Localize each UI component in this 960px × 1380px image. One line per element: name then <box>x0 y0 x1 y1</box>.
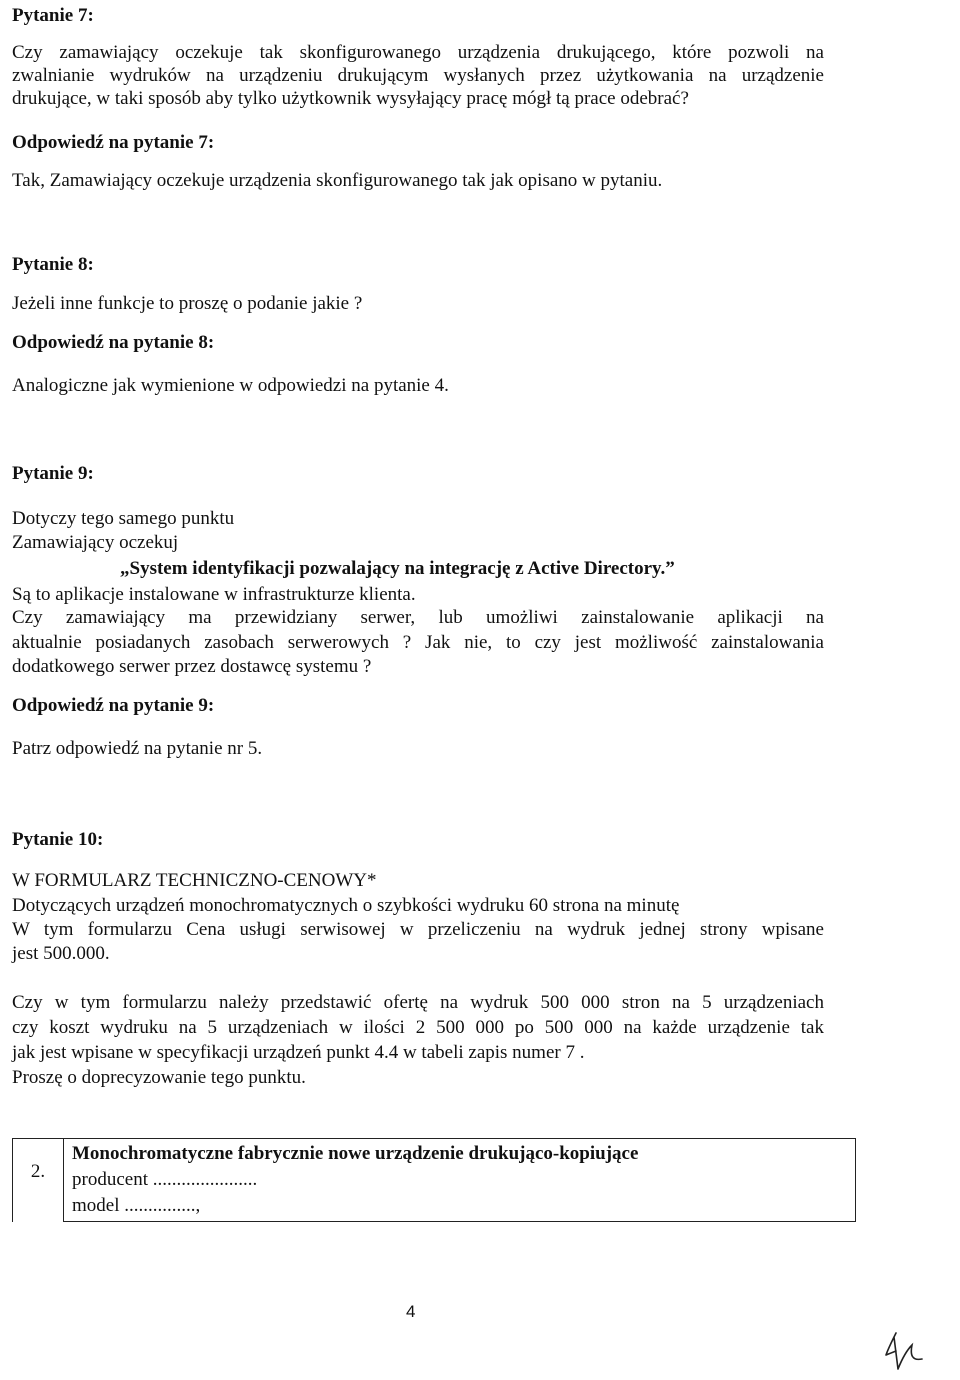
producent-field: producent ...................... <box>72 1169 258 1190</box>
page-number: 4 <box>406 1302 416 1321</box>
q10-form-title: W FORMULARZ TECHNICZNO-CENOWY* <box>12 870 377 891</box>
table-row <box>13 1139 856 1222</box>
row-description <box>64 1139 856 1222</box>
q9-line: Dotyczy tego samego punktu <box>12 508 235 529</box>
signature-icon <box>882 1325 928 1377</box>
model-field: model ..............., <box>72 1195 201 1216</box>
q10-p1-line: Dotyczących urządzeń monochromatycznych o szybkości wydruku 60 strona na minutę <box>12 895 680 916</box>
q7-answer: Tak, Zamawiający oczekuje urządzenia skonfigurowanego tak jak opisano w pytaniu. <box>12 170 663 191</box>
q9-para-line: aktualnie posiadanych zasobach serwerowych ? Jak nie, to czy jest możliwość zainstalowania <box>12 632 824 653</box>
q9-para-line: dodatkowego serwer przez dostawcę systemu ? <box>12 656 372 677</box>
q7-text-line: Czy zamawiający oczekuje tak skonfigurowanego urządzenia drukującego, które pozwoli na <box>12 42 824 63</box>
q8-answer: Analogiczne jak wymienione w odpowiedzi na pytanie 4. <box>12 375 449 396</box>
equipment-table <box>12 1138 856 1222</box>
q8-answer-heading: Odpowiedź na pytanie 8: <box>12 332 215 353</box>
q9-para-line: Czy zamawiający ma przewidziany serwer, lub umożliwi zainstalowanie aplikacji na <box>12 607 824 628</box>
q9-line: Są to aplikacje instalowane w infrastrukturze klienta. <box>12 584 416 605</box>
q10-p2-line: Proszę o doprecyzowanie tego punktu. <box>12 1067 306 1088</box>
equipment-title: Monochromatyczne fabrycznie nowe urządzenie drukująco-kopiujące <box>72 1143 639 1164</box>
q10-p1-line: jest 500.000. <box>12 943 110 964</box>
q10-p2-line: Czy w tym formularzu należy przedstawić ofertę na wydruk 500 000 stron na 5 urządzeniach <box>12 992 824 1013</box>
q10-p2-line: jak jest wpisane w specyfikacji urządzeń punkt 4.4 w tabeli zapis numer 7 . <box>12 1042 585 1063</box>
q10-heading: Pytanie 10: <box>12 829 104 850</box>
q8-heading: Pytanie 8: <box>12 254 94 275</box>
q7-heading: Pytanie 7: <box>12 5 94 26</box>
q7-text-line: drukujące, w taki sposób aby tylko użytkownik wysyłający pracę mógł tą prace odebrać? <box>12 88 689 109</box>
q8-text: Jeżeli inne funkcje to proszę o podanie jakie ? <box>12 293 363 314</box>
q9-heading: Pytanie 9: <box>12 463 94 484</box>
q10-p2-line: czy koszt wydruku na 5 urządzeniach w ilości 2 500 000 po 500 000 na każde urządzenie tak <box>12 1017 824 1038</box>
q7-text-line: zwalnianie wydruków na urządzeniu drukującym wysłanych przez użytkowania na urządzenie <box>12 65 824 86</box>
row-number: 2. <box>13 1139 64 1222</box>
q9-quote: „System identyfikacji pozwalający na integrację z Active Directory.” <box>120 558 675 579</box>
q9-answer-heading: Odpowiedź na pytanie 9: <box>12 695 215 716</box>
q9-line: Zamawiający oczekuj <box>12 532 179 553</box>
q9-answer: Patrz odpowiedź na pytanie nr 5. <box>12 738 263 759</box>
q7-answer-heading: Odpowiedź na pytanie 7: <box>12 132 215 153</box>
q10-p1-line: W tym formularzu Cena usługi serwisowej w przeliczeniu na wydruk jednej strony wpisane <box>12 919 824 940</box>
